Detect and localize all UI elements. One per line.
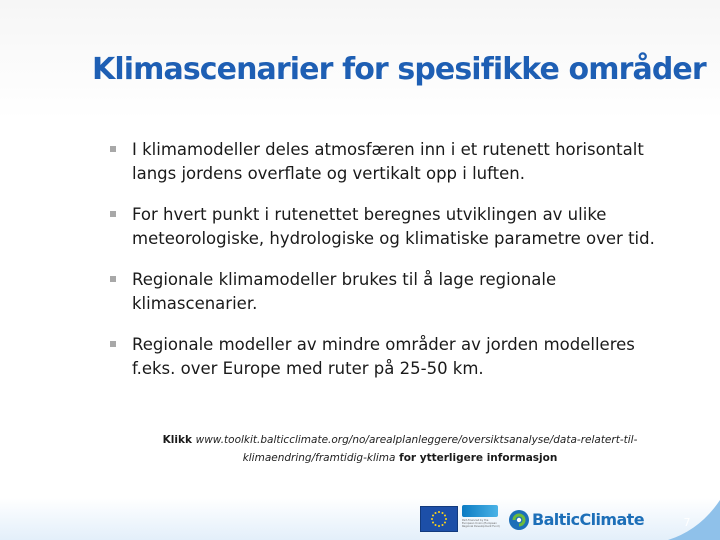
bullet-list — [110, 138, 670, 398]
balticclimate-logo — [508, 508, 644, 534]
bsr-caption: Part-financed by the European Union (European Regional Development Fund) — [462, 519, 500, 529]
bullet-text: Regionale modeller av mindre områder av jorden modelleres f.eks. over Europe med ruter på 25-50 km. — [132, 335, 635, 378]
square-bullet-icon — [110, 211, 116, 217]
bullet-text: Regionale klimamodeller brukes til å lage regionale klimascenarier. — [132, 270, 557, 313]
balticclimate-wordmark: BalticClimate — [532, 510, 644, 529]
bullet-item — [110, 203, 670, 251]
bullet-item — [110, 268, 670, 316]
link-prefix: Klikk — [162, 434, 196, 446]
bullet-text: I klimamodeller deles atmosfæren inn i et rutenett horisontalt langs jordens overflate og vertikalt opp i luften. — [132, 140, 644, 183]
bullet-item — [110, 138, 670, 186]
bullet-text: For hvert punkt i rutenettet beregnes utviklingen av ulike meteorologiske, hydrologiske og klimatiske parametre over tid. — [132, 205, 655, 248]
link-suffix: for ytterligere informasjon — [395, 452, 558, 464]
more-info-note — [140, 431, 660, 467]
baltic-sea-region-logo — [462, 505, 500, 535]
balticclimate-swirl-icon — [508, 509, 530, 531]
square-bullet-icon — [110, 276, 116, 282]
slide-title: Klimascenarier for spesifikke områder — [92, 52, 706, 87]
page-number: 7 — [683, 516, 691, 529]
toolkit-link[interactable]: www.toolkit.balticclimate.org/no/arealplanleggere/oversiktsanalyse/data-relatert-til-klimaendring/framtidig-klima — [195, 434, 638, 464]
bullet-item — [110, 333, 670, 381]
bsr-programme-icon — [462, 505, 498, 517]
square-bullet-icon — [110, 146, 116, 152]
eu-flag-icon — [420, 506, 458, 532]
square-bullet-icon — [110, 341, 116, 347]
